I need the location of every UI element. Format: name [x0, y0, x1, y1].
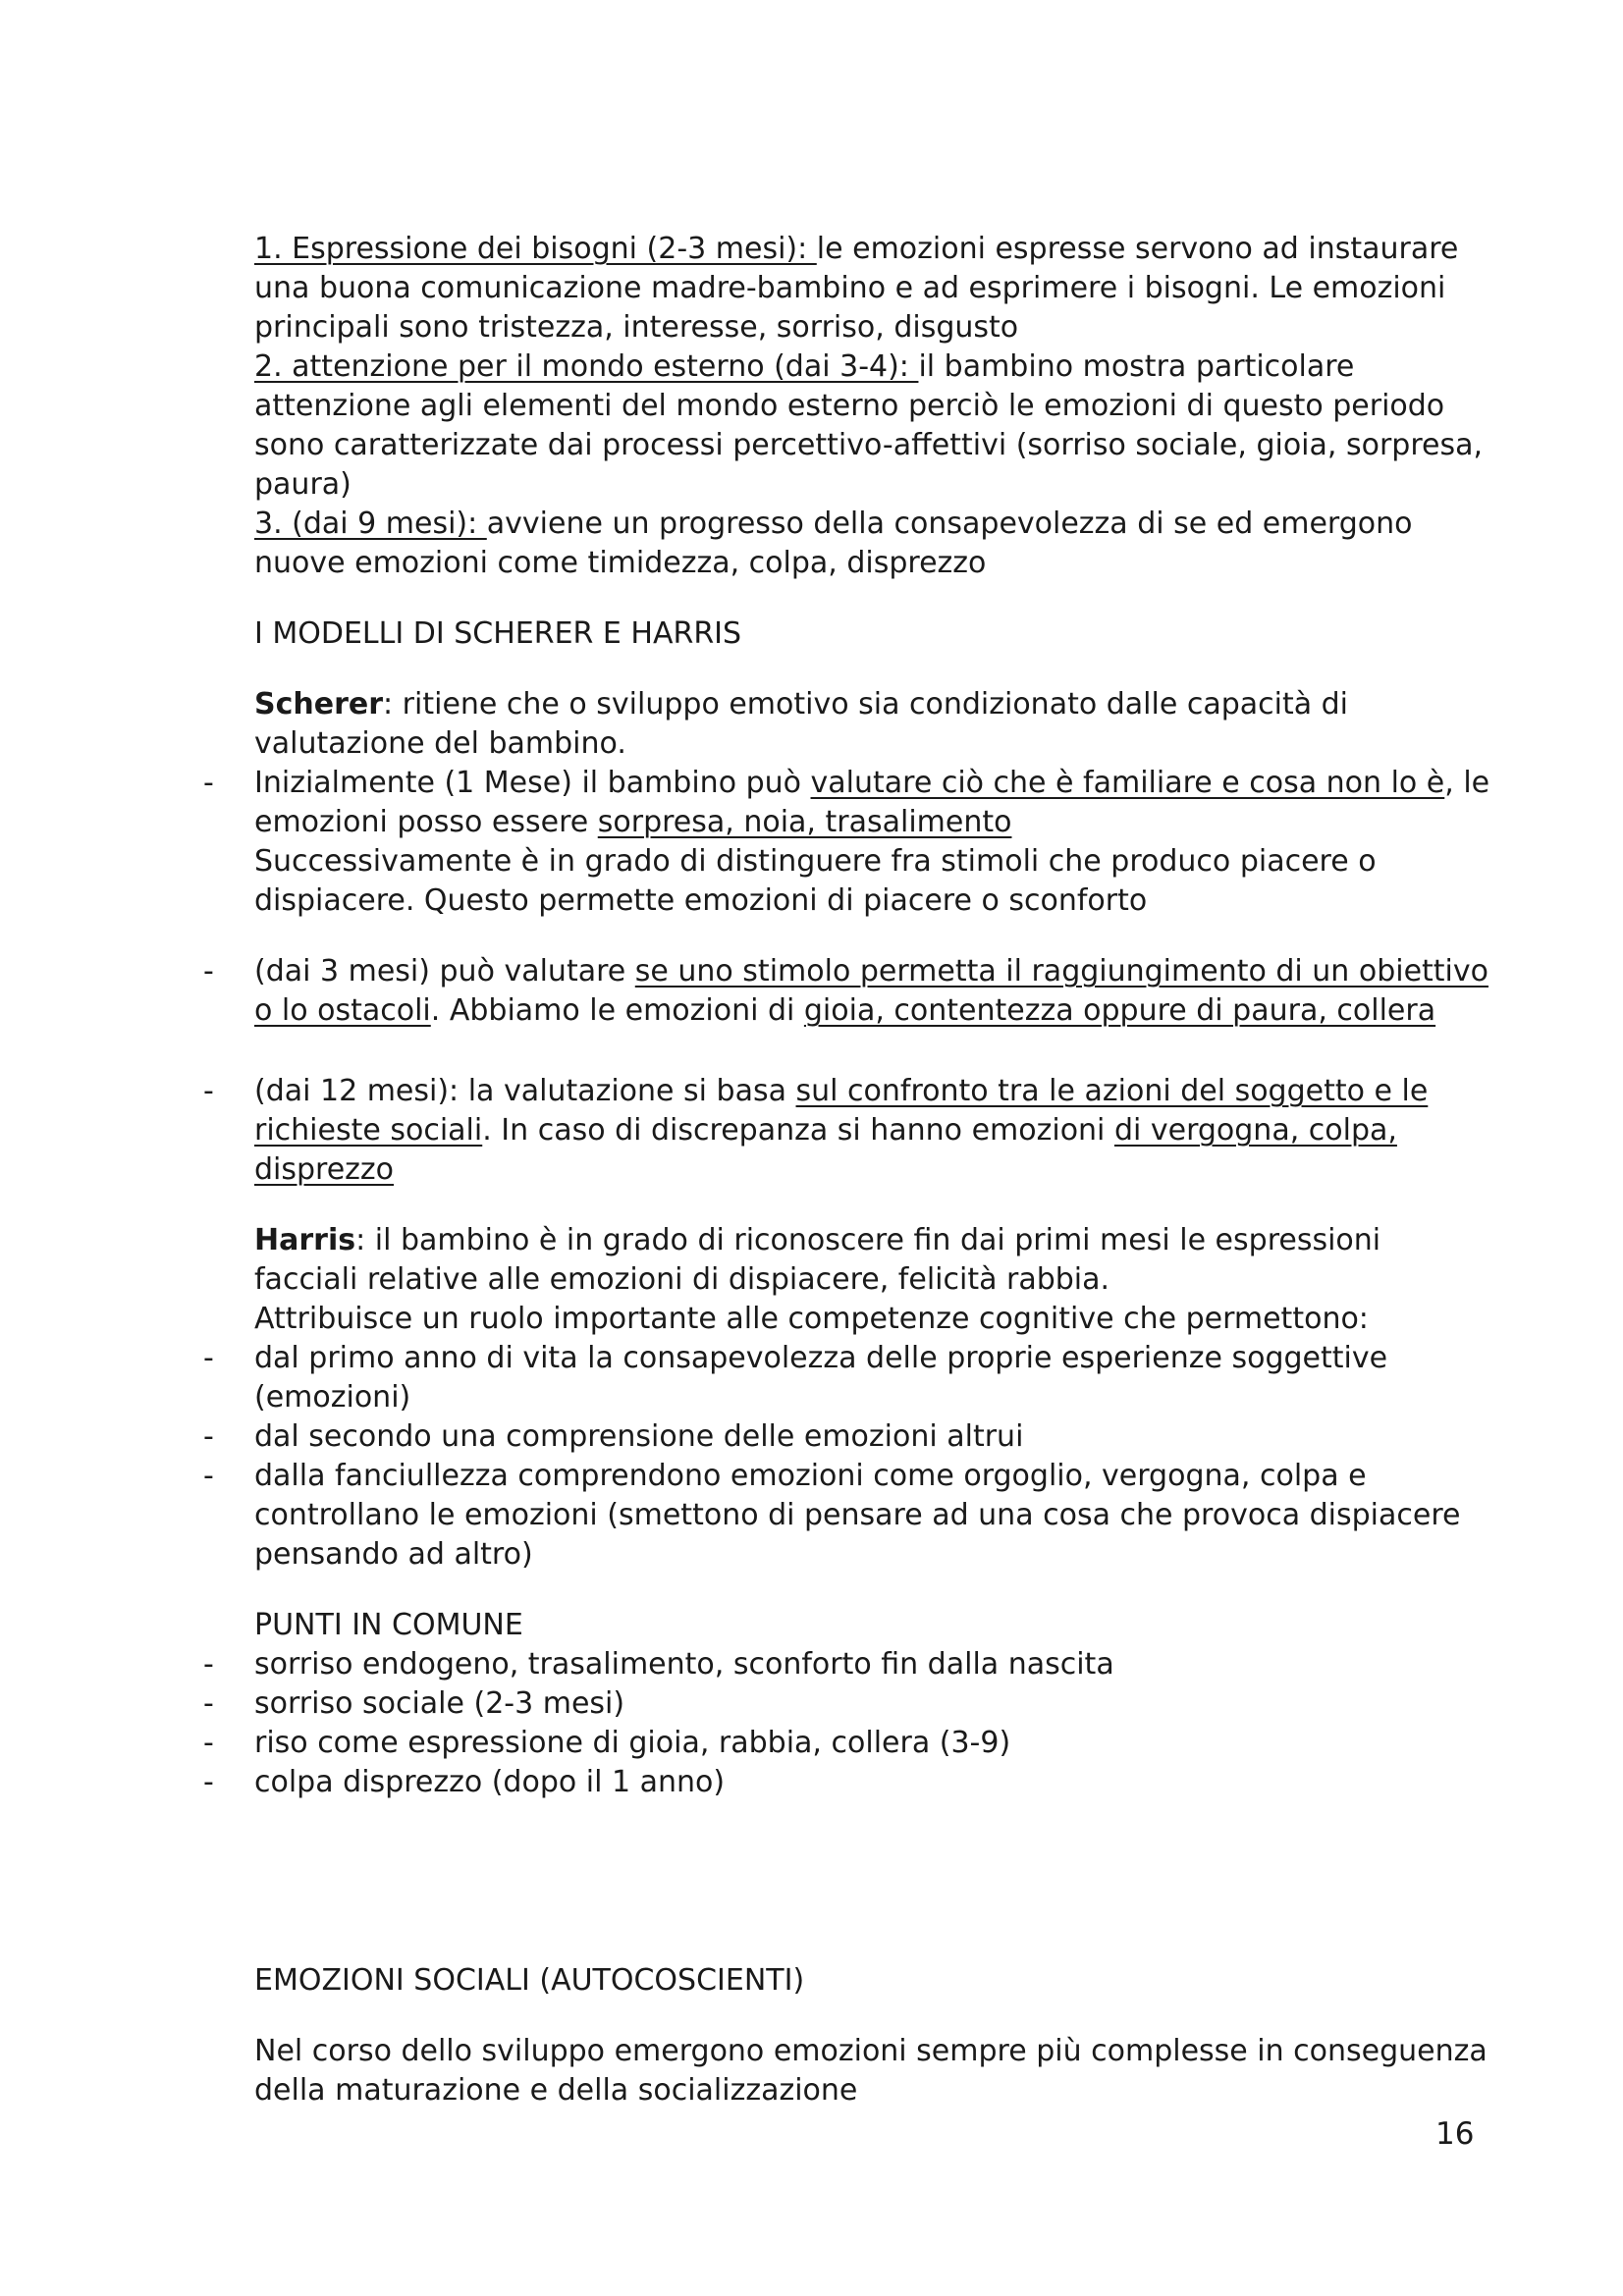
common-item-3: - riso come espressione di gioia, rabbia, collera (3-9) [254, 1724, 1491, 1763]
scherer-item-3-underline-2: di vergogna, colpa, disprezzo [254, 1113, 1397, 1187]
harris-item-3: - dalla fanciullezza comprendono emozioni come orgoglio, vergogna, colpa e controllano le emozioni (smettono di pensare ad una cosa che provoca dispiacere pensando ad altro) [254, 1457, 1491, 1575]
models-heading: I MODELLI DI SCHERER E HARRIS [254, 616, 742, 651]
scherer-list [254, 764, 1491, 1190]
scherer-intro-text: : ritiene che o sviluppo emotivo sia condizionato dalle capacità di valutazione del bambino. [254, 687, 1349, 761]
phase-1-text: le emozioni espresse servono ad instaurare una buona comunicazione madre-bambino e ad esprimere i bisogni. Le emozioni principali sono tristezza, interesse, sorriso, disgusto [254, 232, 1459, 345]
scherer-item-3-text-b: . In caso di discrepanza si hanno emozioni [482, 1113, 1114, 1148]
social-heading: EMOZIONI SOCIALI (AUTOCOSCIENTI) [254, 1963, 805, 1998]
scherer-item-2-text-a: (dai 3 mesi) può valutare [254, 954, 635, 988]
common-item-1: - sorriso endogeno, trasalimento, sconforto fin dalla nascita [254, 1645, 1491, 1684]
common-list [254, 1645, 1491, 1802]
harris-intro [254, 1221, 1491, 1300]
phase-3-text: avviene un progresso della consapevolezza di se ed emergono nuove emozioni come timidezza, colpa, disprezzo [254, 507, 1413, 580]
phase-2-label: 2. attenzione per il mondo esterno (dai 3-4): [254, 349, 919, 384]
scherer-item-3 [254, 1072, 1491, 1190]
common-heading: PUNTI IN COMUNE [254, 1608, 523, 1642]
common-item-4: - colpa disprezzo (dopo il 1 anno) [254, 1763, 1491, 1802]
phase-3-paragraph [254, 505, 1491, 583]
harris-line-2: Attribuisce un ruolo importante alle competenze cognitive che permettono: [254, 1302, 1369, 1336]
phase-2-text: il bambino mostra particolare attenzione agli elementi del mondo esterno perciò le emozioni di questo periodo sono caratterizzate dai processi percettivo-affettivi (sorriso sociale, gioia, sorpresa, paura) [254, 349, 1484, 502]
scherer-item-2-underline-2: gioia, contentezza oppure di paura, collera [803, 993, 1436, 1028]
scherer-item-1-underline-1: valutare ciò che è familiare e cosa non lo è [810, 766, 1445, 800]
scherer-item-3-text-a: (dai 12 mesi): la valutazione si basa [254, 1074, 796, 1108]
scherer-item-2-underline-1: se uno stimolo permetta il raggiungimento di un obiettivo o lo ostacoli [254, 954, 1489, 1028]
scherer-name: Scherer [254, 687, 384, 721]
scherer-item-1-underline-2: sorpresa, noia, trasalimento [597, 805, 1012, 839]
harris-list [254, 1339, 1491, 1575]
phase-1-paragraph [254, 230, 1491, 347]
harris-intro-text: : il bambino è in grado di riconoscere fin dai primi mesi le espressioni facciali relative alle emozioni di dispiacere, felicità rabbia. [254, 1223, 1381, 1297]
page-number: 16 [1435, 2116, 1475, 2152]
scherer-item-1-text-c: Successivamente è in grado di distinguere fra stimoli che produco piacere o dispiacere. Questo permette emozioni di piacere o sconforto [254, 844, 1377, 918]
harris-item-2: - dal secondo una comprensione delle emozioni altrui [254, 1417, 1491, 1457]
phase-2-paragraph [254, 347, 1491, 505]
scherer-item-1-text-a: Inizialmente (1 Mese) il bambino può [254, 766, 811, 800]
page-body [254, 230, 1491, 2110]
scherer-intro [254, 685, 1491, 764]
scherer-item-2-text-b: . Abbiamo le emozioni di [430, 993, 804, 1028]
phase-3-label: 3. (dai 9 mesi): [254, 507, 487, 541]
social-text: Nel corso dello sviluppo emergono emozioni sempre più complesse in conseguenza della maturazione e della socializzazione [254, 2034, 1488, 2108]
harris-name: Harris [254, 1223, 356, 1257]
harris-item-1: - dal primo anno di vita la consapevolezza delle proprie esperienze soggettive (emozioni) [254, 1339, 1491, 1417]
phase-1-label: 1. Espressione dei bisogni (2-3 mesi): [254, 232, 817, 266]
common-item-2: - sorriso sociale (2-3 mesi) [254, 1684, 1491, 1724]
scherer-item-2 [254, 952, 1491, 1031]
scherer-item-3-underline-1: sul confronto tra le azioni del soggetto e le richieste sociali [254, 1074, 1429, 1148]
scherer-item-1-text-b: , le emozioni posso essere [254, 766, 1490, 839]
scherer-item-1 [254, 764, 1491, 921]
